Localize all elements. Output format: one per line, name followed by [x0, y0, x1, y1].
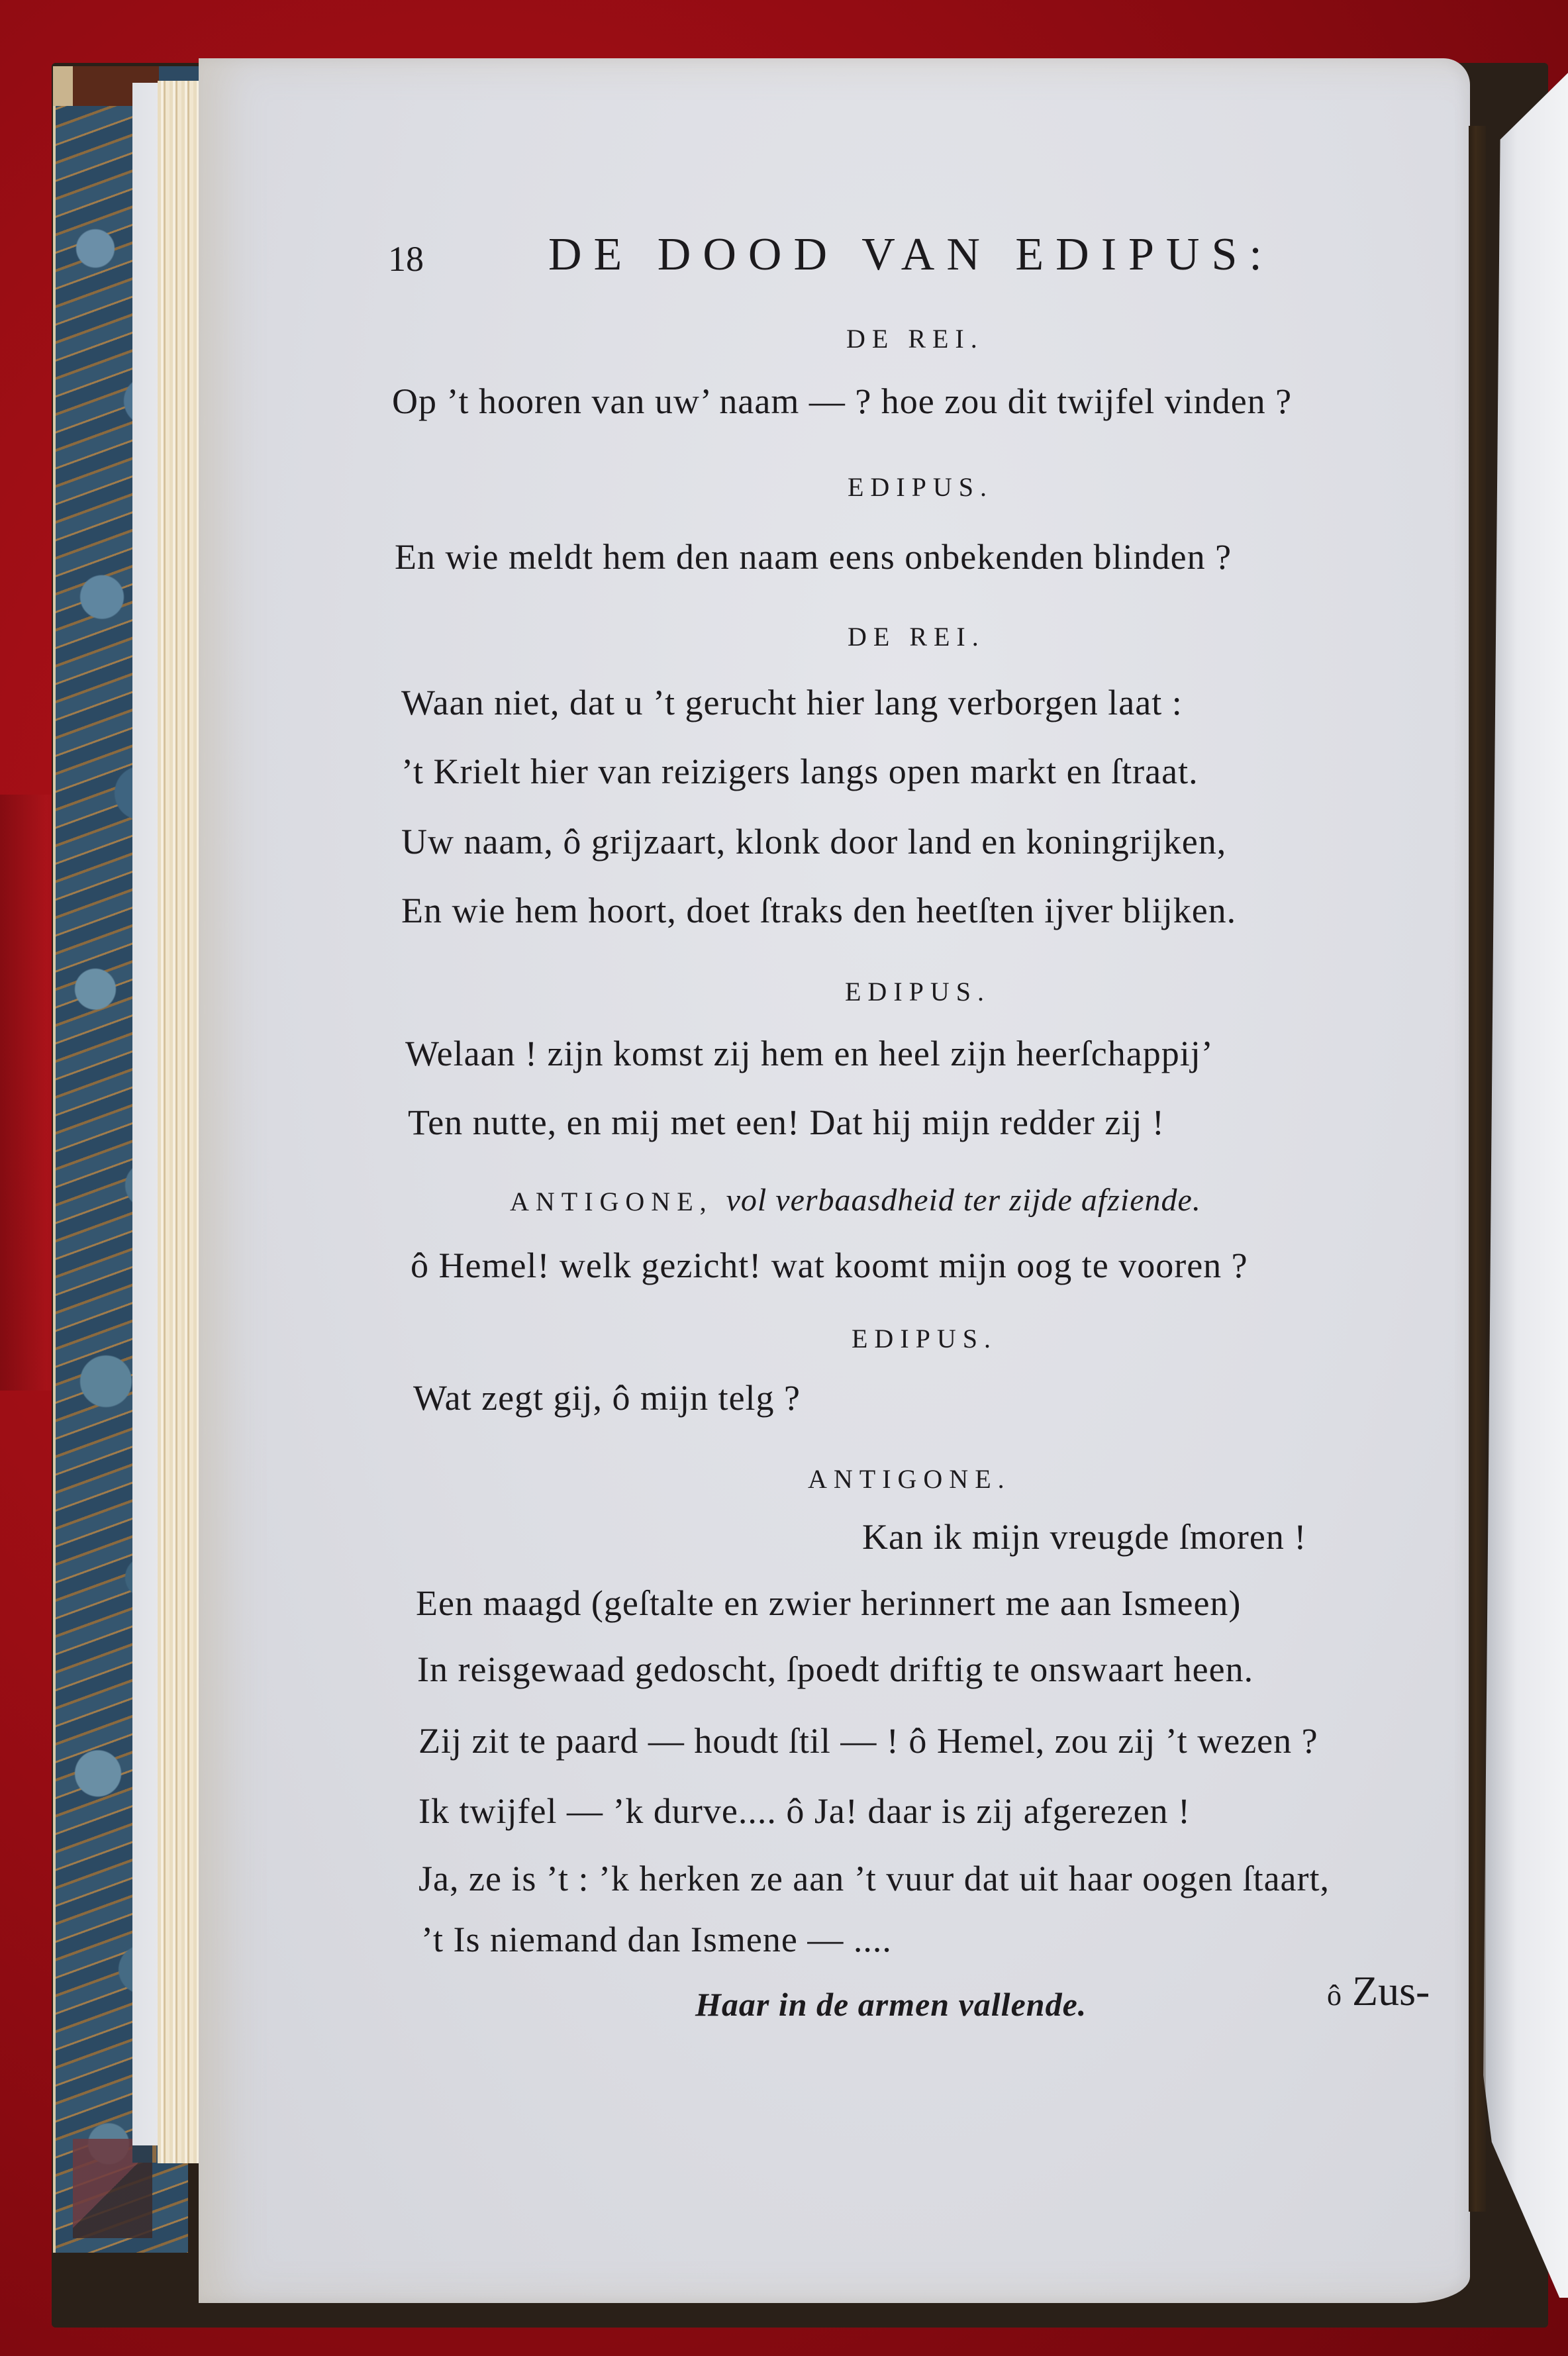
running-head: DE DOOD VAN EDIPUS:	[548, 229, 1274, 280]
speaker-label: ANTIGONE.	[808, 1464, 1011, 1494]
speaker-label: EDIPUS.	[848, 472, 994, 502]
verse-line: Zij zit te paard — houdt ſtil — ! ô Hemel, zou zij ’t wezen ?	[418, 1721, 1318, 1761]
stage-direction: Haar in de armen vallende.	[695, 1986, 1087, 2023]
stage-direction: vol verbaasdheid ter zijde afziende.	[726, 1183, 1201, 1218]
speaker-label: DE REI.	[848, 622, 985, 652]
verse-line: Uw naam, ô grijzaart, klonk door land en koningrijken,	[401, 822, 1227, 861]
verse-line: Ik twijfel — ’k durve.... ô Ja! daar is zij afgerezen !	[418, 1791, 1191, 1831]
catchword-prefix: ô	[1327, 1979, 1342, 2012]
speaker-label: DE REI.	[846, 324, 984, 354]
verse-line: En wie meldt hem den naam eens onbekenden blinden ?	[395, 537, 1232, 577]
verse-line: Waan niet, dat u ’t gerucht hier lang verborgen laat :	[401, 683, 1183, 722]
verse-line: Wat zegt gij, ô mijn telg ?	[413, 1378, 801, 1418]
catchword-word: Zus-	[1352, 1967, 1430, 2014]
verse-line: Een maagd (geſtalte en zwier herinnert me aan Ismeen)	[416, 1583, 1242, 1623]
stage-direction-speaker	[510, 1182, 1201, 1218]
verse-line: ô Hemel! welk gezicht! wat koomt mijn oog te vooren ?	[411, 1246, 1248, 1285]
gutter-shadow	[1469, 126, 1486, 2212]
verse-line: Op ’t hooren van uw’ naam — ? hoe zou dit twijfel vinden ?	[392, 381, 1293, 421]
verse-line: Ten nutte, en mij met een! Dat hij mijn redder zij !	[408, 1103, 1165, 1142]
verse-line: Kan ik mijn vreugde ſmoren !	[862, 1517, 1307, 1557]
catchword	[1327, 1967, 1430, 2016]
page-number: 18	[388, 239, 424, 279]
speaker-label: EDIPUS.	[852, 1324, 998, 1353]
speaker-label: ANTIGONE,	[510, 1187, 713, 1216]
verse-line: ’t Krielt hier van reizigers langs open markt en ſtraat.	[401, 752, 1199, 791]
verse-line: ’t Is niemand dan Ismene — ....	[421, 1920, 892, 1959]
verse-line: Ja, ze is ’t : ’k herken ze aan ’t vuur dat uit haar oogen ſtaart,	[418, 1859, 1330, 1898]
verse-line: In reisgewaad gedoscht, ſpoedt driftig te onswaart heen.	[417, 1649, 1254, 1689]
verse-line: Welaan ! zijn komst zij hem en heel zijn heerſchappij’	[405, 1034, 1214, 1073]
speaker-label: EDIPUS.	[845, 977, 991, 1006]
verse-line: En wie hem hoort, doet ſtraks den heetſten ijver blijken.	[401, 891, 1237, 930]
